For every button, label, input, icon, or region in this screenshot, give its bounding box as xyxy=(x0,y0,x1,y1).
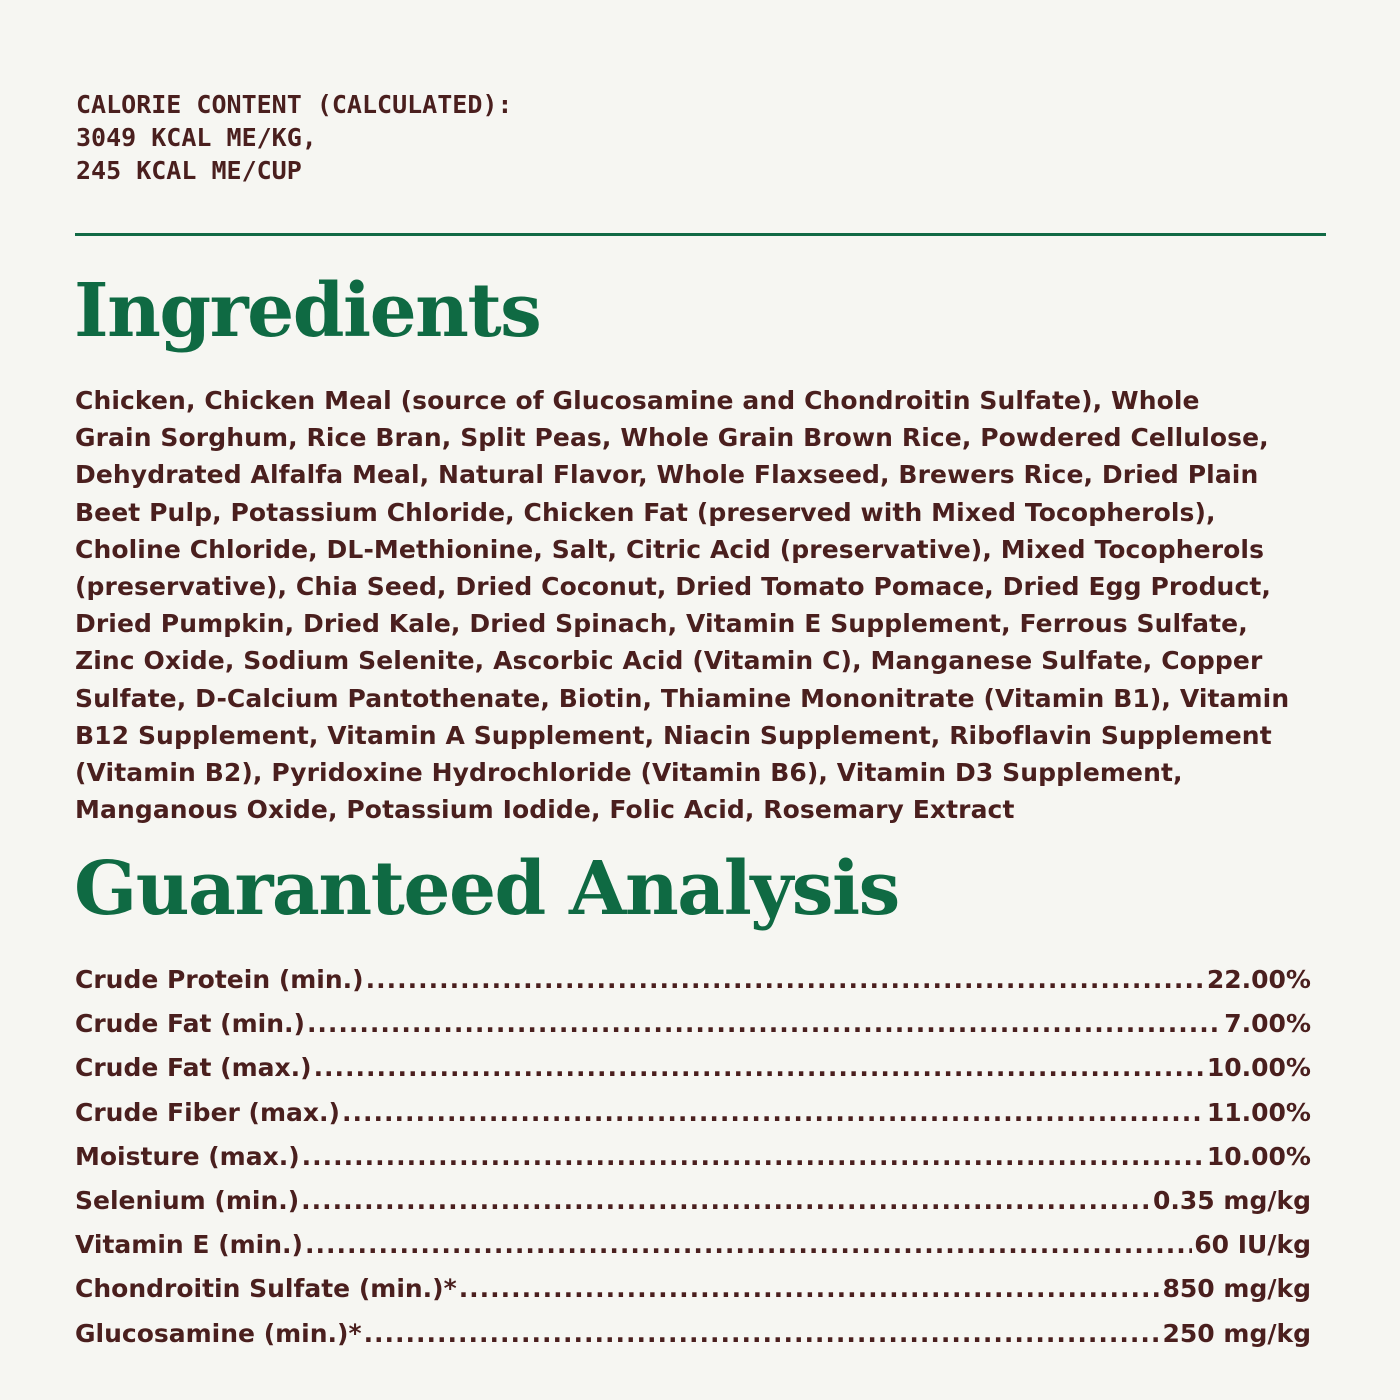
ingredients-heading: Ingredients xyxy=(74,268,541,354)
ingredients-line: Manganous Oxide, Potassium Iodide, Folic Acid, Rosemary Extract xyxy=(75,795,1015,825)
ingredients-line: Dehydrated Alfalfa Meal, Natural Flavor, Whole Flaxseed, Brewers Rice, Dried Plain xyxy=(75,460,1259,490)
ingredients-line: Dried Pumpkin, Dried Kale, Dried Spinach, Vitamin E Supplement, Ferrous Sulfate, xyxy=(75,609,1248,639)
analysis-value: 10.00% xyxy=(1206,1053,1311,1083)
analysis-label: Vitamin E (min.) xyxy=(75,1230,303,1260)
dot-leader xyxy=(314,1046,1205,1090)
analysis-label: Chondroitin Sulfate (min.)* xyxy=(75,1274,457,1304)
analysis-value: 11.00% xyxy=(1206,1097,1311,1127)
analysis-row xyxy=(75,1135,1311,1179)
dot-leader xyxy=(364,1312,1161,1356)
analysis-label: Selenium (min.) xyxy=(75,1185,300,1215)
calorie-line-per-kg: 3049 KCAL ME/KG, xyxy=(76,123,317,152)
calorie-line-heading: CALORIE CONTENT (CALCULATED): xyxy=(76,90,513,119)
dot-leader xyxy=(459,1267,1161,1311)
ingredients-line: Chicken, Chicken Meal (source of Glucosamine and Chondroitin Sulfate), Whole xyxy=(75,386,1200,415)
analysis-label: Crude Fat (max.) xyxy=(75,1053,312,1083)
calorie-line-per-cup: 245 KCAL ME/CUP xyxy=(76,156,302,185)
analysis-row xyxy=(75,1223,1311,1267)
analysis-value: 7.00% xyxy=(1224,1009,1311,1039)
analysis-label: Glucosamine (min.)* xyxy=(75,1318,362,1348)
analysis-value: 850 mg/kg xyxy=(1162,1274,1311,1304)
analysis-value: 250 mg/kg xyxy=(1162,1318,1311,1348)
dot-leader xyxy=(342,1091,1205,1135)
analysis-row xyxy=(75,1046,1311,1090)
dot-leader xyxy=(307,1002,1222,1046)
ingredients-line: Sulfate, D-Calcium Pantothenate, Biotin, Thiamine Mononitrate (Vitamin B1), Vitamin xyxy=(75,683,1290,713)
analysis-row xyxy=(75,1002,1311,1046)
calorie-content xyxy=(76,88,513,187)
analysis-value: 10.00% xyxy=(1206,1141,1311,1171)
ingredients-line: B12 Supplement, Vitamin A Supplement, Niacin Supplement, Riboflavin Supplement xyxy=(75,720,1272,750)
analysis-row xyxy=(75,1312,1311,1356)
ingredients-line: Beet Pulp, Potassium Chloride, Chicken Fat (preserved with Mixed Tocopherols), xyxy=(75,497,1216,527)
ingredients-line: Choline Chloride, DL-Methionine, Salt, Citric Acid (preservative), Mixed Tocopherols xyxy=(75,534,1265,564)
analysis-label: Crude Fiber (max.) xyxy=(75,1097,340,1127)
analysis-row xyxy=(75,1267,1311,1311)
analysis-row xyxy=(75,958,1311,1002)
dot-leader xyxy=(305,1223,1192,1267)
analysis-value: 22.00% xyxy=(1206,965,1311,994)
analysis-value: 60 IU/kg xyxy=(1194,1230,1311,1260)
analysis-label: Crude Protein (min.) xyxy=(75,965,364,994)
ingredients-line: (Vitamin B2), Pyridoxine Hydrochloride (Vitamin B6), Vitamin D3 Supplement, xyxy=(75,758,1183,788)
dot-leader xyxy=(366,958,1205,1002)
guaranteed-analysis-table xyxy=(75,958,1311,1356)
dot-leader xyxy=(301,1179,1151,1223)
dot-leader xyxy=(302,1135,1205,1179)
guaranteed-analysis-heading: Guaranteed Analysis xyxy=(74,846,899,932)
analysis-value: 0.35 mg/kg xyxy=(1153,1185,1311,1215)
section-divider xyxy=(75,233,1326,236)
analysis-row xyxy=(75,1091,1311,1135)
ingredients-line: Zinc Oxide, Sodium Selenite, Ascorbic Acid (Vitamin C), Manganese Sulfate, Copper xyxy=(75,646,1263,676)
ingredients-line: Grain Sorghum, Rice Bran, Split Peas, Whole Grain Brown Rice, Powdered Cellulose, xyxy=(75,423,1269,453)
analysis-label: Moisture (max.) xyxy=(75,1141,300,1171)
analysis-label: Crude Fat (min.) xyxy=(75,1009,305,1039)
ingredients-line: (preservative), Chia Seed, Dried Coconut, Dried Tomato Pomace, Dried Egg Product, xyxy=(75,572,1272,602)
analysis-row xyxy=(75,1179,1311,1223)
ingredients-list xyxy=(75,382,1337,828)
